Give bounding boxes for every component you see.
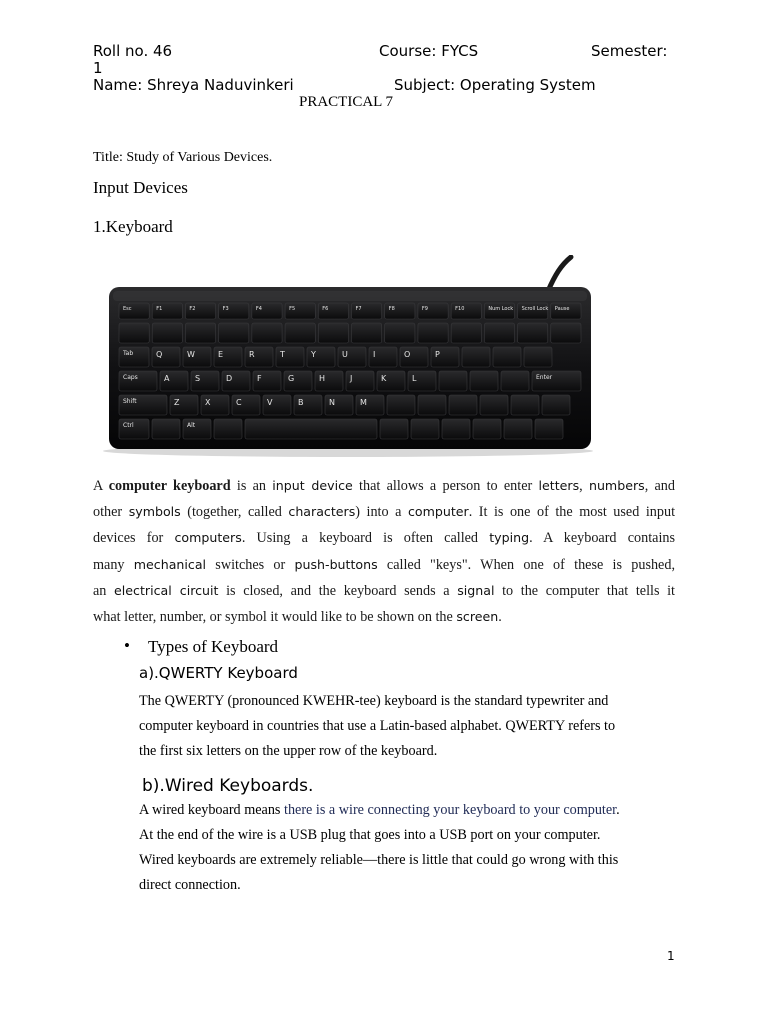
semester-value: 1 — [93, 59, 103, 77]
keyboard-key — [245, 419, 377, 439]
keyboard-key — [518, 323, 548, 343]
keyboard-key-label: C — [236, 398, 242, 407]
keyboard-key-label: X — [205, 398, 211, 407]
link-numbers[interactable]: numbers — [588, 478, 645, 493]
keyboard-key — [511, 395, 539, 415]
keyboard-key-label: Scroll Lock — [521, 306, 549, 312]
link-electrical-circuit[interactable]: electrical circuit — [114, 582, 219, 598]
link-characters[interactable]: characters — [288, 504, 356, 520]
link-symbols[interactable]: symbols — [128, 504, 181, 520]
keyboard-key-label: Q — [156, 350, 163, 359]
qwerty-heading: a).QWERTY Keyboard — [139, 664, 298, 682]
link-typing[interactable]: typing — [489, 530, 530, 546]
keyboard-key — [119, 323, 149, 343]
keyboard-key-label: Y — [311, 350, 316, 359]
keyboard-key-label: Alt — [187, 422, 196, 429]
keyboard-key-label: U — [342, 350, 348, 359]
keyboard-key-label: Shift — [123, 398, 137, 405]
page-title: Title: Study of Various Devices. — [93, 150, 273, 165]
keyboard-key-label: P — [435, 350, 440, 359]
keyboard-key-label: F2 — [189, 306, 196, 312]
keyboard-key — [285, 323, 315, 343]
link-letters[interactable]: letters — [538, 478, 580, 493]
keyboard-key-label: F8 — [388, 306, 395, 312]
practical-number: PRACTICAL 7 — [299, 94, 394, 110]
link-input-device[interactable]: input device — [272, 478, 353, 493]
keyboard-key-label: Esc — [123, 306, 132, 312]
paragraph-line: devices for computers. Using a keyboard is often called typing. A keyboard contains — [93, 530, 676, 547]
paragraph-line: what letter, number, or symbol it would like to be shown on the screen. — [93, 609, 502, 626]
keyboard-key — [252, 323, 282, 343]
wired-line-2: At the end of the wire is a USB plug that goes into a USB port on your computer. — [139, 827, 601, 843]
subsection-heading: 1.Keyboard — [93, 217, 173, 236]
keyboard-key — [380, 419, 408, 439]
roll-number: Roll no. 46 — [93, 42, 173, 60]
wired-highlight: there is a wire connecting your keyboard to your computer — [284, 802, 617, 818]
keyboard-key-label: F4 — [255, 306, 262, 312]
keyboard-key-label: F3 — [222, 306, 229, 312]
keyboard-key — [484, 323, 514, 343]
keyboard-key-label: J — [350, 374, 353, 383]
paragraph-line: A computer keyboard is an input device that allows a person to enter letters, numbers, and — [93, 478, 675, 494]
paragraph-line: many mechanical switches or push-buttons called "keys". When one of these is pushed, — [93, 556, 675, 573]
keyboard-key-label: F1 — [156, 306, 163, 312]
keyboard-key-label: G — [288, 374, 295, 383]
student-name: Name: Shreya Naduvinkeri — [93, 76, 294, 94]
keyboard-key — [352, 323, 382, 343]
keyboard-key-label: T — [280, 350, 285, 359]
keyboard-key — [418, 395, 446, 415]
keyboard-key — [385, 323, 415, 343]
wired-line-4: direct connection. — [139, 877, 241, 893]
keyboard-key — [524, 347, 552, 367]
keyboard-key — [418, 323, 448, 343]
keyboard-key — [501, 371, 529, 391]
wired-line-1: A wired keyboard means there is a wire connecting your keyboard to your computer. — [139, 802, 620, 818]
keyboard-key — [152, 323, 182, 343]
keyboard-key-label: F10 — [455, 306, 465, 312]
wired-heading: b).Wired Keyboards. — [142, 776, 314, 796]
qwerty-line-1: The QWERTY (pronounced KWEHR-tee) keyboard is the standard typewriter and — [139, 693, 609, 709]
course: Course: FYCS — [379, 42, 479, 60]
keyboard-key-label: W — [187, 350, 195, 359]
keyboard-key-label: Num Lock — [488, 306, 514, 312]
keyboard-image — [93, 255, 603, 460]
keyboard-key-label: O — [404, 350, 411, 359]
section-heading: Input Devices — [93, 178, 188, 197]
keyboard-key — [504, 419, 532, 439]
page-number: 1 — [667, 949, 675, 963]
keyboard-key-label: B — [298, 398, 304, 407]
qwerty-line-3: the first six letters on the upper row of the keyboard. — [139, 743, 438, 759]
link-push-buttons[interactable]: push-buttons — [294, 556, 378, 572]
keyboard-key — [439, 371, 467, 391]
keyboard-key — [152, 419, 180, 439]
keyboard-key — [214, 419, 242, 439]
keyboard-key-label: A — [164, 374, 170, 383]
qwerty-line-2: computer keyboard in countries that use a Latin-based alphabet. QWERTY refers to — [139, 718, 616, 734]
keyboard-key — [480, 395, 508, 415]
keyboard-key — [542, 395, 570, 415]
keyboard-key-label: I — [373, 350, 376, 359]
keyboard-key-label: V — [267, 398, 273, 407]
keyboard-key — [462, 347, 490, 367]
keyboard-key-label: Caps — [123, 374, 138, 381]
keyboard-key — [411, 419, 439, 439]
semester-label: Semester: — [591, 42, 668, 60]
keyboard-key — [551, 323, 581, 343]
keyboard-key-label: D — [226, 374, 233, 383]
keyboard-key-label: R — [249, 350, 255, 359]
keyboard-key-label: S — [195, 374, 201, 383]
keyboard-key-label: H — [319, 374, 326, 383]
keyboard-key-label: F9 — [421, 306, 428, 312]
keyboard-key-label: M — [360, 398, 367, 407]
keyboard-key — [219, 323, 249, 343]
keyboard-key-label: F6 — [322, 306, 329, 312]
link-mechanical[interactable]: mechanical — [133, 556, 207, 572]
keyboard-key — [449, 395, 477, 415]
keyboard-key-label: Enter — [536, 374, 553, 381]
paragraph-line: other symbols (together, called characters) into a computer. It is one of the most used input — [93, 504, 676, 521]
keyboard-key-label: F — [257, 374, 262, 383]
paragraph-line: an electrical circuit is closed, and the keyboard sends a signal to the computer that tells it — [93, 582, 675, 599]
keyboard-key — [318, 323, 348, 343]
keyboard-key — [185, 323, 215, 343]
keyboard-key — [442, 419, 470, 439]
keyboard-key — [535, 419, 563, 439]
keyboard-key-label: Pause — [554, 306, 570, 312]
keyboard-key — [470, 371, 498, 391]
keyboard-key-label: F5 — [289, 306, 296, 312]
link-computers[interactable]: computers — [174, 530, 242, 546]
keyboard-key-label: K — [381, 374, 387, 383]
keyboard-key-label: L — [412, 374, 417, 383]
keyboard-key — [473, 419, 501, 439]
keyboard-key — [451, 323, 481, 343]
subject: Subject: Operating System — [394, 76, 596, 94]
keyboard-key-label: Ctrl — [123, 422, 134, 429]
link-screen[interactable]: screen — [456, 609, 499, 625]
wired-line-3: Wired keyboards are extremely reliable—there is little that could go wrong with this — [139, 852, 619, 868]
keyboard-key-label: E — [218, 350, 224, 359]
bullet-icon: • — [124, 636, 130, 655]
keyboard-description — [93, 473, 675, 630]
keyboard-key-label: Z — [174, 398, 180, 407]
keyboard-key-label: Tab — [123, 350, 134, 357]
keyboard-key — [493, 347, 521, 367]
link-computer[interactable]: computer — [407, 504, 469, 520]
keyboard-key-label: N — [329, 398, 335, 407]
keyboard-key — [387, 395, 415, 415]
types-heading: Types of Keyboard — [148, 637, 279, 656]
keyboard-key-label: F7 — [355, 306, 362, 312]
link-signal[interactable]: signal — [457, 582, 495, 598]
